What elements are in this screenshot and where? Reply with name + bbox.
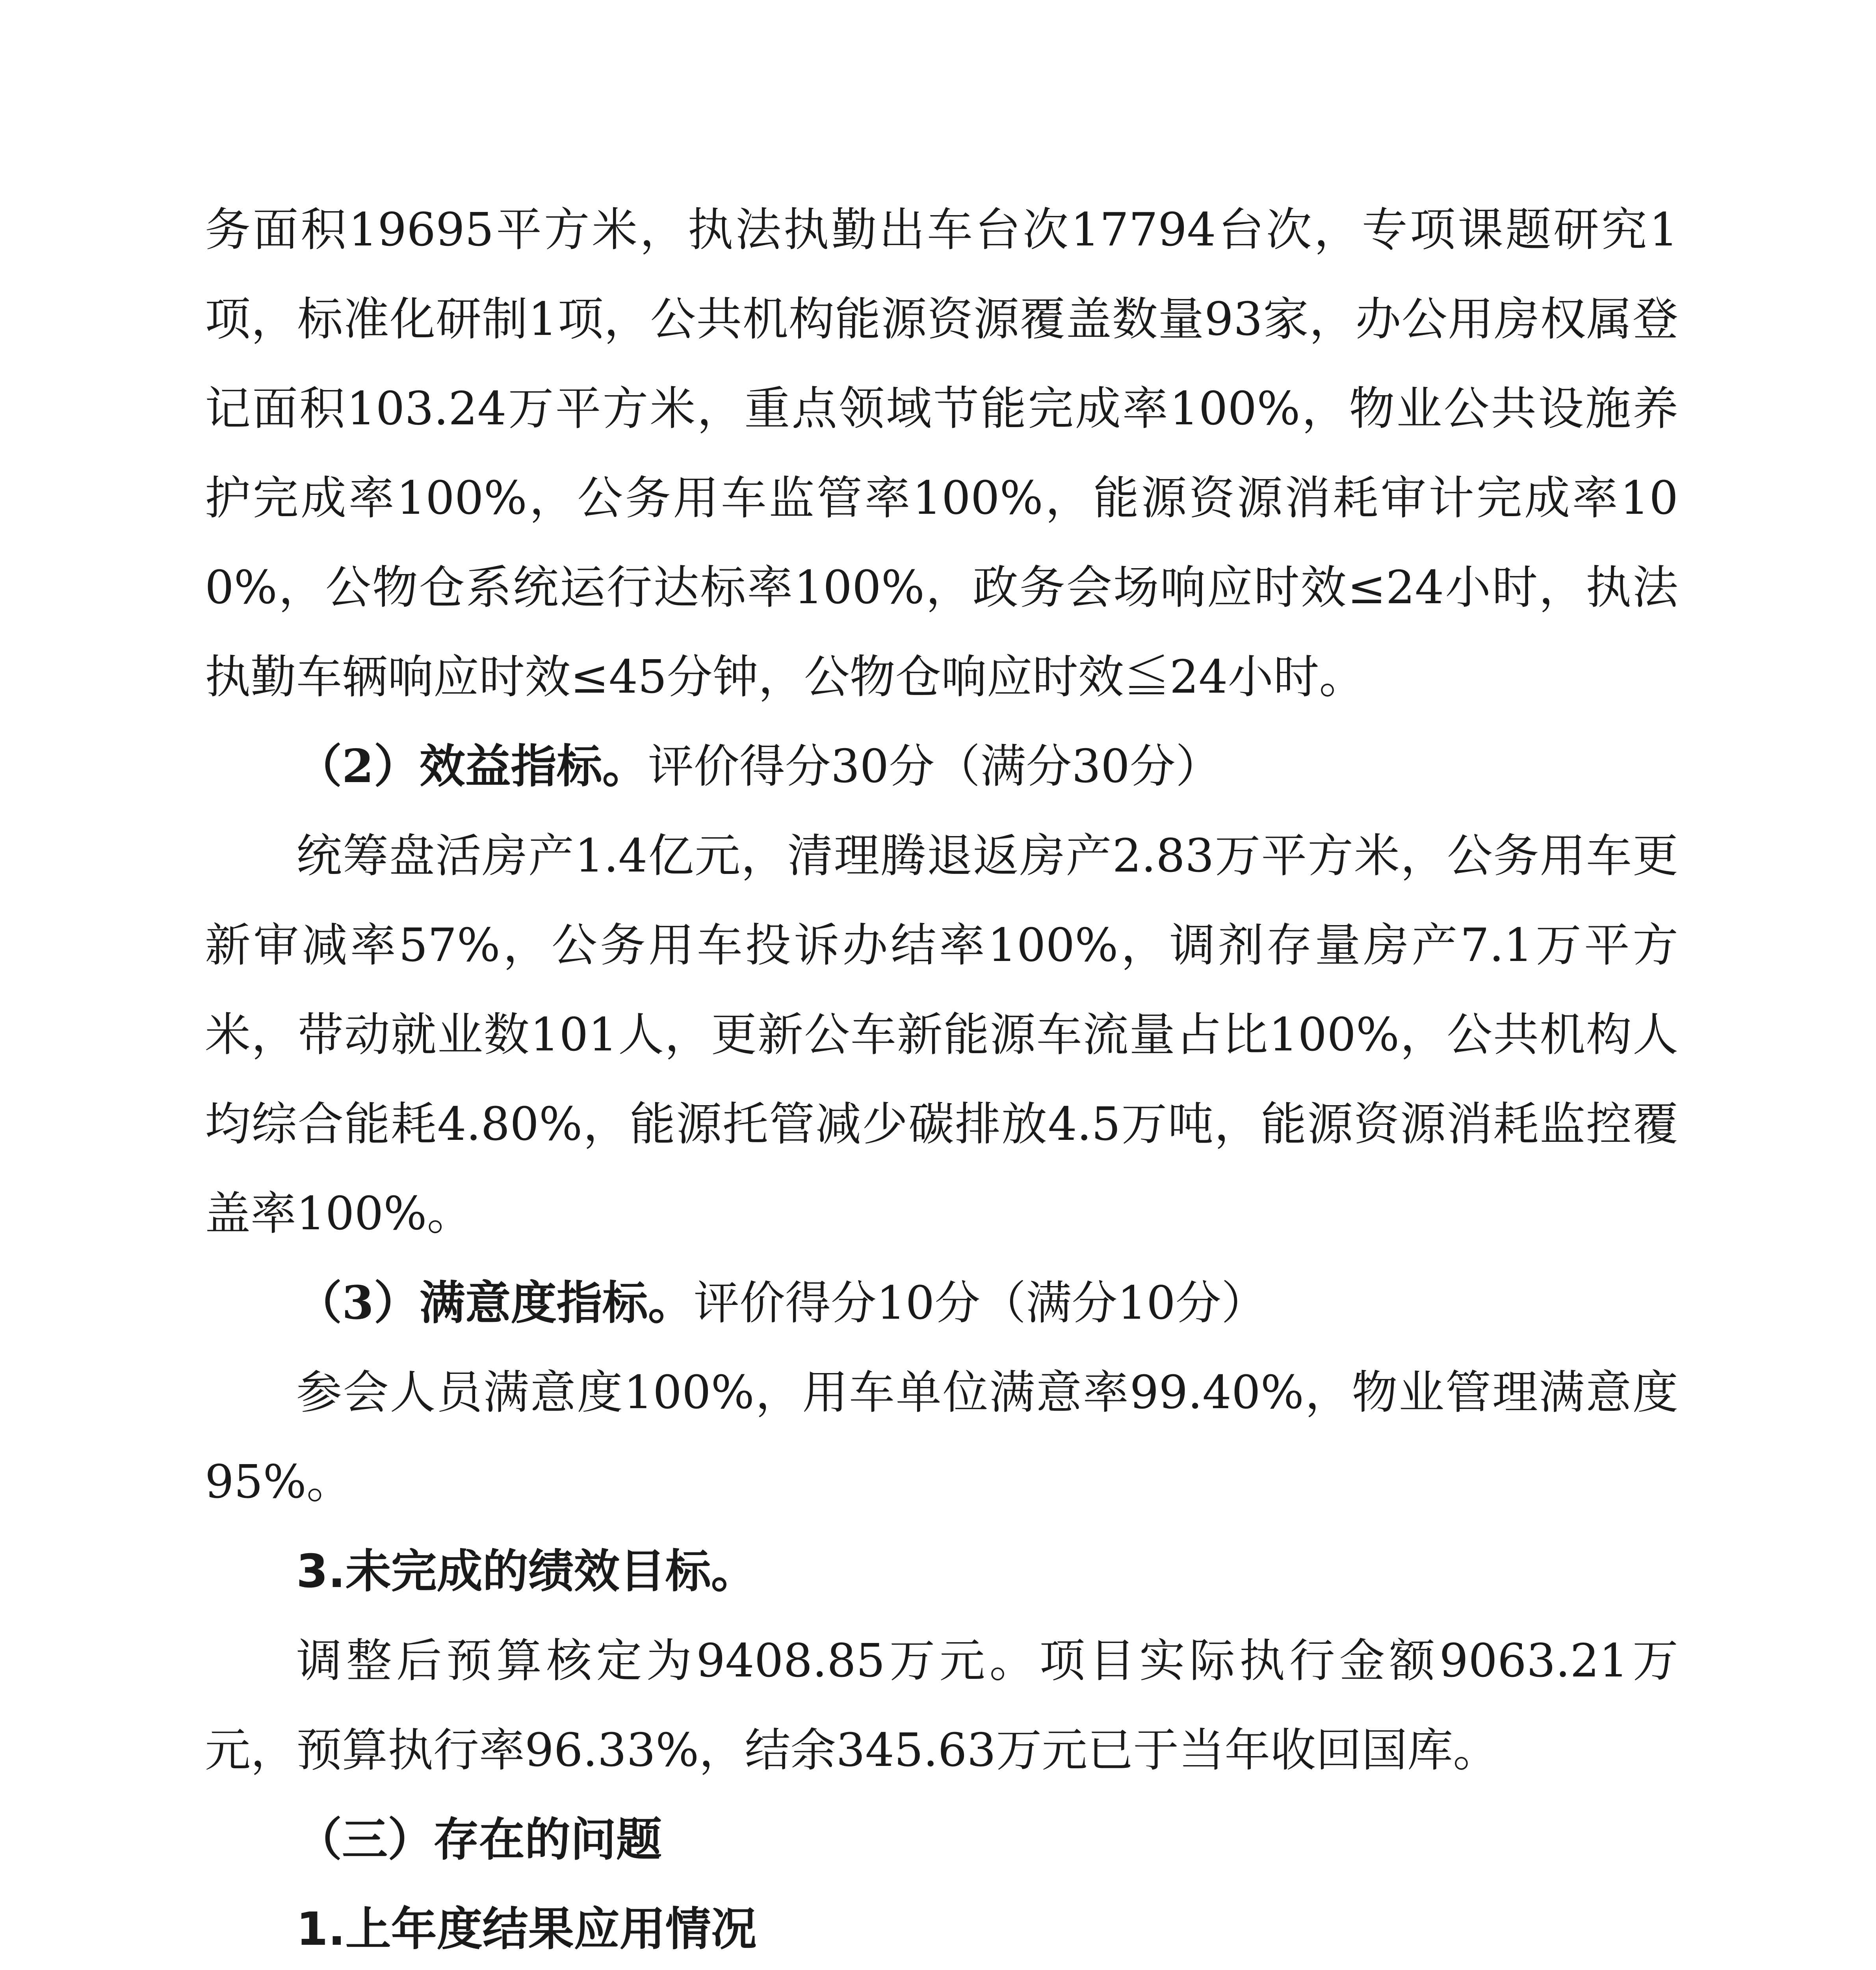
paragraph-budget-execution: 调整后预算核定为9408.85万元。项目实际执行金额9063.21万元，预算执行率96.33%，结余345.63万元已于当年收回国库。 bbox=[205, 1634, 1678, 1777]
satisfaction-indicators-heading: （3）满意度指标。 bbox=[296, 1276, 694, 1330]
paragraph-benefit-details: 统筹盘活房产1.4亿元，清理腾退返房产2.83万平方米，公务用车更新审减率57%，公务用车投诉办结率100%，调剂存量房产7.1万平方米，带动就业数101人，更新公车新能源车流量占比100%，公共机构人均综合能耗4.80%，能源托管减少碳排放4.5万吨，能源资源消耗监控覆盖率100%。 bbox=[205, 829, 1678, 1240]
heading-previous-year-results: 1.上年度结果应用情况 bbox=[296, 1903, 757, 1956]
benefit-indicators-score: 评价得分30分（满分30分） bbox=[648, 740, 1221, 793]
paragraph-benefit-indicators bbox=[205, 722, 1678, 811]
paragraph-output-indicators-continued: 务面积19695平方米，执法执勤出车台次17794台次，专项课题研究1项，标准化研制1项，公共机构能源资源覆盖数量93家，办公用房权属登记面积103.24万平方米，重点领域节能完成率100%，物业公共设施养护完成率100%，公务用车监管率100%，能源资源消耗审计完成率100%，公物仓系统运行达标率100%，政务会场响应时效≤24小时，执法执勤车辆响应时效≤45分钟，公物仓响应时效≦24小时。 bbox=[205, 203, 1678, 704]
paragraph-satisfaction-indicators bbox=[205, 1258, 1678, 1348]
heading-existing-problems: （三）存在的问题 bbox=[296, 1813, 662, 1866]
document-body bbox=[205, 185, 1678, 1970]
paragraph-satisfaction-details: 参会人员满意度100%，用车单位满意率99.40%，物业管理满意度95%。 bbox=[205, 1366, 1678, 1509]
benefit-indicators-heading: （2）效益指标。 bbox=[296, 740, 648, 793]
heading-unfinished-goals: 3.未完成的绩效目标。 bbox=[296, 1545, 757, 1598]
satisfaction-indicators-score: 评价得分10分（满分10分） bbox=[693, 1277, 1267, 1330]
